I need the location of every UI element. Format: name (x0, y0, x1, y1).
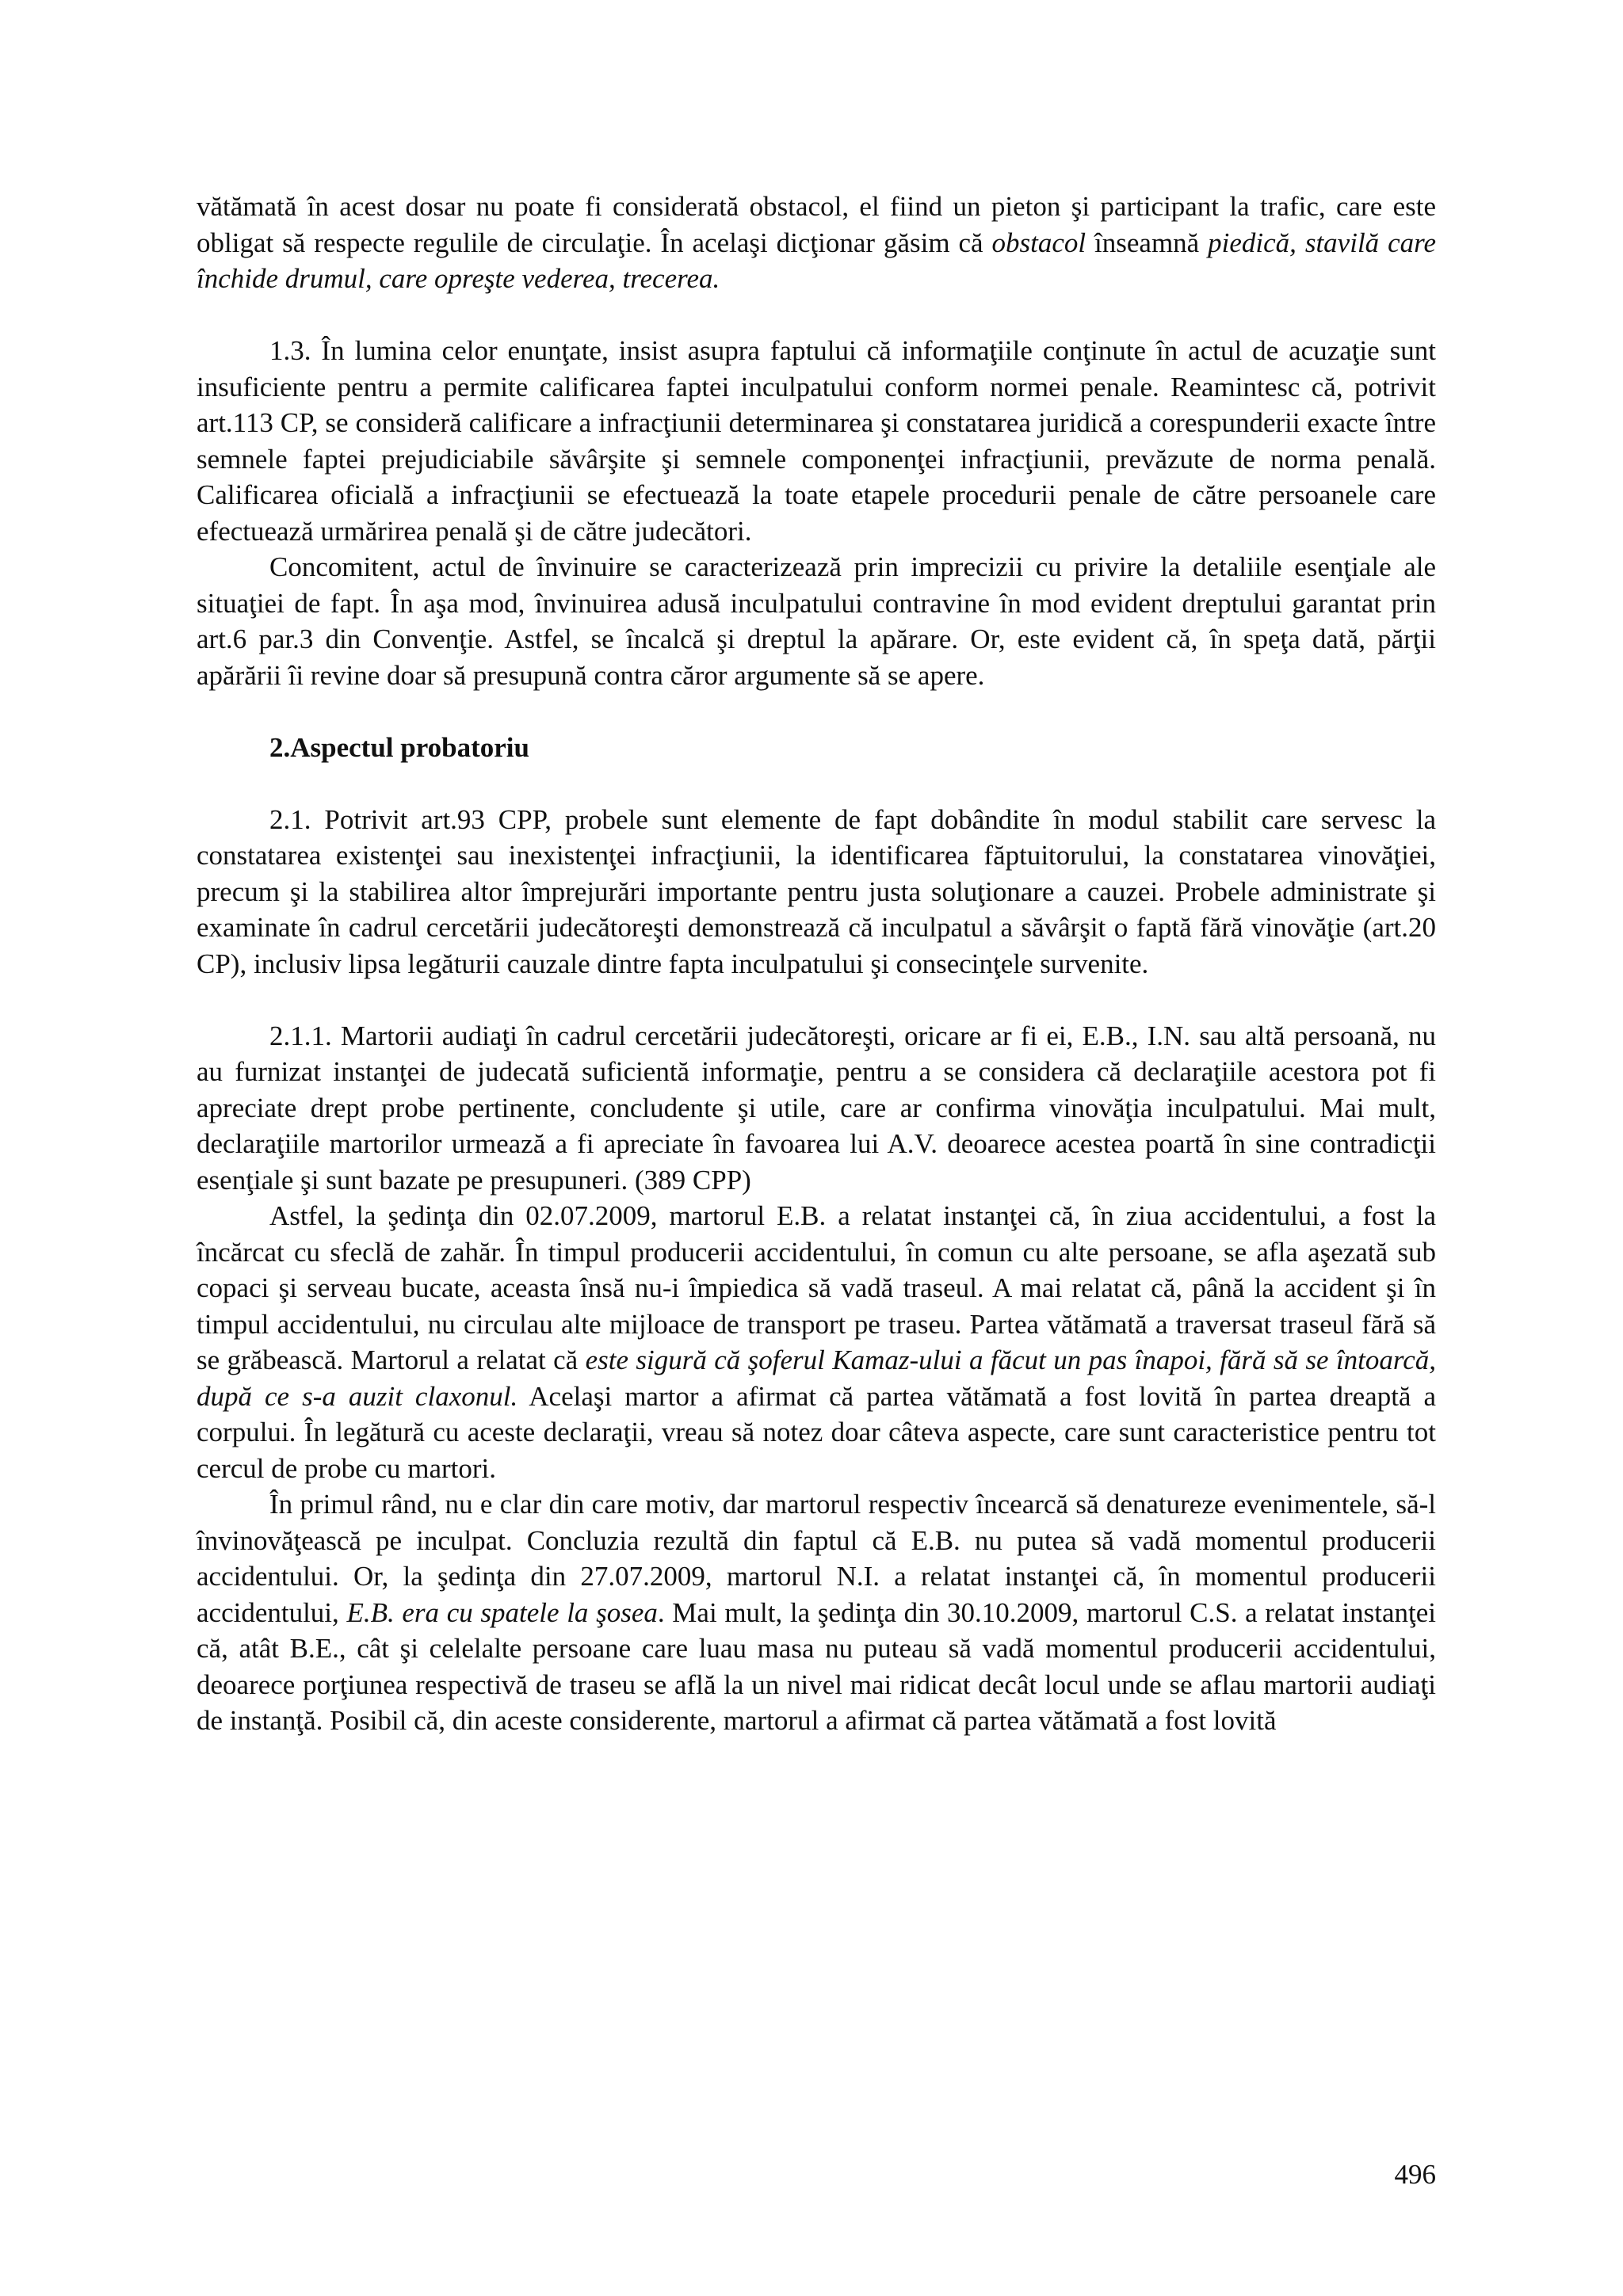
paragraph-text: Astfel, la şedinţa din 02.07.2009, martorul E.B. a relatat instanţei că, în ziua accidentului, a fost la încărcat cu sfeclă de zahăr. În timpul producerii accidentului, în comun cu alte persoane, se afla aşezată sub copaci şi serveau bucate, aceasta însă nu-i împiedica să vadă traseul. A mai relatat că, până la accident şi în timpul accidentului, nu circulau alte mijloace de transport pe traseu. Partea vătămată a traversat traseul fără să se grăbească. Martorul a relatat că (197, 1200, 1436, 1375)
paragraph-continuation (197, 189, 1436, 297)
paragraph-2-1-1: 2.1.1. Martorii audiaţi în cadrul cercetării judecătoreşti, oricare ar fi ei, E.B., I.N. sau altă persoană, nu au furnizat instanţei de judecată suficientă informaţie, pentru a se considera că declaraţiile acestora pot fi apreciate drept probe pertinente, concludente şi utile, care ar confirma vinovăţia inculpatului. Mai mult, declaraţiile martorilor urmează a fi apreciate în favoarea lui A.V. deoarece acestea poartă în sine contradicţii esenţiale şi sunt bazate pe presupuneri. (389 CPP) (197, 1020, 1436, 1196)
italic-term: obstacol (991, 227, 1086, 258)
paragraph-1-3: 1.3. În lumina celor enunţate, insist asupra faptului că informaţiile conţinute în actul de acuzaţie sunt insuficiente pentru a permite calificarea faptei inculpatului conform normei penale. Reamintesc că, potrivit art.113 CP, se consideră calificare a infracţiunii determinarea şi constatarea juridică a corespunderii exacte între semnele faptei prejudiciabile săvârşite şi semnele componenţei infracţiunii, prevăzute de norma penală. Calificarea oficială a infracţiunii se efectuează la toate etapele procedurii penale de către persoanele care efectuează urmărirea penală şi de către judecători. (197, 335, 1436, 547)
paragraph-text: În primul rând, nu e clar din care motiv, dar martorul respectiv încearcă să denatureze evenimentele, să-l învinovăţească pe inculpat. Concluzia rezultă din faptul că E.B. nu putea să vadă momentul producerii accidentului. Or, la şedinţa din 27.07.2009, martorul N.I. a relatat instanţei că, în momentul producerii accidentului, (197, 1489, 1436, 1628)
paragraph-text: Acelaşi martor a afirmat că partea vătămată a fost lovită în partea dreaptă a corpului. În legătură cu aceste declaraţii, vreau să notez doar câteva aspecte, care sunt caracteristice pentru tot cercul de probe cu martori. (197, 1380, 1436, 1484)
italic-definition: piedică, stavilă care închide drumul, care opreşte vederea, trecerea. (197, 227, 1436, 294)
paragraph-first-point (197, 1486, 1436, 1739)
paragraph-concomitent: Concomitent, actul de învinuire se caracterizează prin imprecizii cu privire la detaliile esenţiale ale situaţiei de fapt. În aşa mod, învinuirea adusă inculpatului contravine în mod evident dreptului garantat prin art.6 par.3 din Convenţie. Astfel, se încalcă şi dreptul la apărare. Or, este evident că, în speţa dată, părţii apărării îi revine doar să presupună contra căror argumente să se apere. (197, 551, 1436, 691)
section-heading: 2.Aspectul probatoriu (269, 731, 529, 763)
paragraph-text: vătămată în acest dosar nu poate fi considerată obstacol, el fiind un pieton şi participant la trafic, care este obligat să respecte regulile de circulaţie. În acelaşi dicţionar găsim că (197, 191, 1436, 258)
italic-quote: este sigură că şoferul Kamaz-ului a făcut un pas înapoi, fără să se întoarcă, după ce s-a auzit claxonul. (197, 1344, 1436, 1412)
document-body (197, 189, 1436, 1739)
paragraph-witness-eb (197, 1198, 1436, 1486)
paragraph-text: . Mai mult, la şedinţa din 30.10.2009, martorul C.S. a relatat instanţei că, atât B.E., cât şi celelalte persoane care luau masa nu puteau să vadă momentul producerii accidentului, deoarece porţiunea respectivă de traseu se află la un nivel mai ridicat decât locul unde se aflau martorii audiaţi de instanţă. Posibil că, din aceste considerente, martorul a afirmat că partea vătămată a fost lovită (197, 1596, 1436, 1736)
paragraph-2-1: 2.1. Potrivit art.93 CPP, probele sunt elemente de fapt dobândite în modul stabilit care servesc la constatarea existenţei sau inexistenţei infracţiunii, la identificarea făptuitorului, la constatarea vinovăţiei, precum şi la stabilirea altor împrejurări importante pentru justa soluţionare a cauzei. Probele administrate şi examinate în cadrul cercetării judecătoreşti demonstrează că inculpatul a săvârşit o faptă fără vinovăţie (art.20 CP), inclusiv lipsa legăturii cauzale dintre fapta inculpatului şi consecinţele survenite. (197, 803, 1436, 979)
paragraph-text: înseamnă (1086, 227, 1209, 258)
page-number: 496 (1394, 2159, 1436, 2190)
italic-quote: E.B. era cu spatele la şosea (346, 1596, 658, 1628)
